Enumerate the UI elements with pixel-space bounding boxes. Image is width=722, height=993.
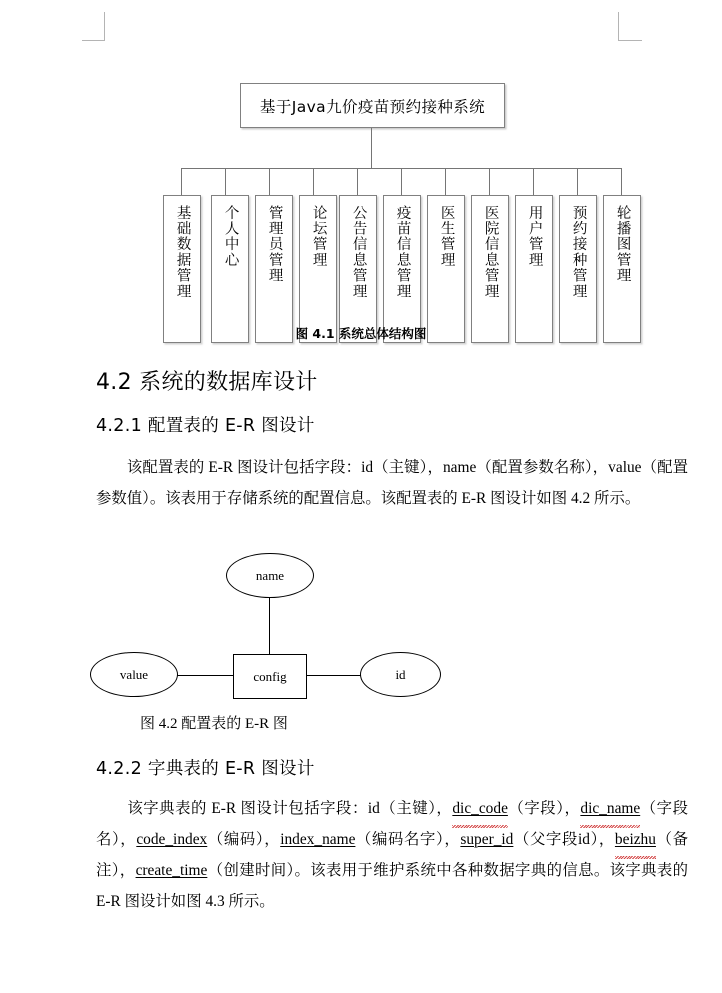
er-attribute-id-label: id <box>395 666 406 682</box>
paragraph-4-2-2-seg-4: （编码）， <box>207 831 281 848</box>
heading-4-2-2: 4.2.2 字典表的 E-R 图设计 <box>96 759 315 779</box>
diagram-leaf-node <box>383 195 421 343</box>
diagram-leaf-label: 用户管理 <box>526 205 543 268</box>
diagram-drop-line <box>577 168 578 195</box>
paragraph-4-2-1 <box>96 452 688 514</box>
er-link-id <box>304 675 362 676</box>
field-term-dic-code: dic_code <box>452 793 508 824</box>
diagram-leaf-label: 疫苗信息管理 <box>394 205 411 300</box>
paragraph-4-2-2-seg-2: （字段）， <box>507 800 581 817</box>
crop-mark-top-right <box>618 12 642 41</box>
diagram-drop-line <box>225 168 226 195</box>
diagram-leaf-node <box>211 195 249 343</box>
diagram-leaf-label: 基础数据管理 <box>174 205 191 300</box>
diagram-leaf-node <box>559 195 597 343</box>
diagram-leaf-label: 医院信息管理 <box>482 205 499 300</box>
diagram-leaf-node <box>255 195 293 343</box>
paragraph-4-2-2-seg-6: （父字段id）， <box>513 831 615 848</box>
crop-mark-top-right-vertical <box>618 12 619 41</box>
paragraph-4-2-2-seg-1: 该字典表的 E-R 图设计包括字段：id（主键）， <box>126 800 453 817</box>
field-term-beizhu: beizhu <box>615 824 656 855</box>
paragraph-4-2-2 <box>96 793 688 917</box>
heading-4-2: 4.2 系统的数据库设计 <box>96 370 318 395</box>
diagram-drop-line <box>445 168 446 195</box>
er-attribute-name-label: name <box>255 567 285 583</box>
diagram-leaf-label: 医生管理 <box>438 205 455 268</box>
diagram-drop-line <box>621 168 622 195</box>
diagram-leaf-node <box>603 195 641 343</box>
diagram-drop-line <box>533 168 534 195</box>
diagram-drop-line <box>313 168 314 195</box>
diagram-leaf-node <box>427 195 465 343</box>
er-diagram-config <box>96 546 476 711</box>
system-structure-diagram <box>0 40 722 315</box>
diagram-leaf-node <box>471 195 509 343</box>
diagram-leaf-label: 公告信息管理 <box>350 205 367 300</box>
heading-4-2-1: 4.2.1 配置表的 E-R 图设计 <box>96 416 315 436</box>
figure-4-2-caption: 图 4.2 配置表的 E-R 图 <box>140 716 288 732</box>
paragraph-4-2-2-seg-8: （创建时间）。该表用于维护系统中各种数据字典的信息。该字典表的 E-R 图设计如图 4.3 所示。 <box>96 862 688 910</box>
diagram-trunk-line <box>371 128 372 169</box>
diagram-leaf-label: 管理员管理 <box>266 205 283 284</box>
diagram-leaf-label: 论坛管理 <box>310 205 327 268</box>
diagram-drop-line <box>357 168 358 195</box>
diagram-root-label: 基于Java九价疫苗预约接种系统 <box>259 97 486 116</box>
er-entity-config-label: config <box>253 668 287 684</box>
diagram-leaf-row <box>0 168 722 318</box>
paragraph-4-2-2-seg-5: （编码名字）， <box>355 831 461 848</box>
diagram-root-node <box>240 83 505 128</box>
er-link-value <box>174 675 234 676</box>
diagram-drop-line <box>401 168 402 195</box>
er-attribute-id <box>360 652 441 697</box>
paragraph-4-2-2-seg-3: （字段名）， <box>96 800 688 848</box>
diagram-leaf-node <box>299 195 337 343</box>
paragraph-4-2-1-text: 该配置表的 E-R 图设计包括字段：id（主键），name（配置参数名称），value（配置参数值）。该表用于存储系统的配置信息。该配置表的 E-R 图设计如图 4.2 所示。 <box>96 459 688 507</box>
field-term-super-id: super_id <box>460 831 514 848</box>
field-term-index-name: index_name <box>280 831 356 848</box>
paragraph-4-2-2-seg-7: （备注）， <box>96 831 688 879</box>
diagram-drop-line <box>269 168 270 195</box>
crop-mark-top-left <box>82 12 105 41</box>
er-attribute-value <box>90 652 178 697</box>
crop-mark-top-left-vertical <box>104 12 105 41</box>
er-entity-config <box>233 654 307 699</box>
diagram-leaf-label: 个人中心 <box>222 205 239 268</box>
diagram-leaf-node <box>163 195 201 343</box>
diagram-leaf-node <box>515 195 553 343</box>
diagram-leaf-label: 预约接种管理 <box>570 205 587 300</box>
diagram-leaf-node <box>339 195 377 343</box>
diagram-drop-line <box>489 168 490 195</box>
er-attribute-value-label: value <box>119 666 149 682</box>
diagram-leaf-label: 轮播图管理 <box>614 205 631 284</box>
figure-4-1-caption: 图 4.1 系统总体结构图 <box>295 326 427 341</box>
er-attribute-name <box>226 553 314 598</box>
field-term-dic-name: dic_name <box>580 793 640 824</box>
diagram-drop-line <box>181 168 182 195</box>
field-term-create-time: create_time <box>135 862 208 879</box>
field-term-code-index: code_index <box>136 831 208 848</box>
